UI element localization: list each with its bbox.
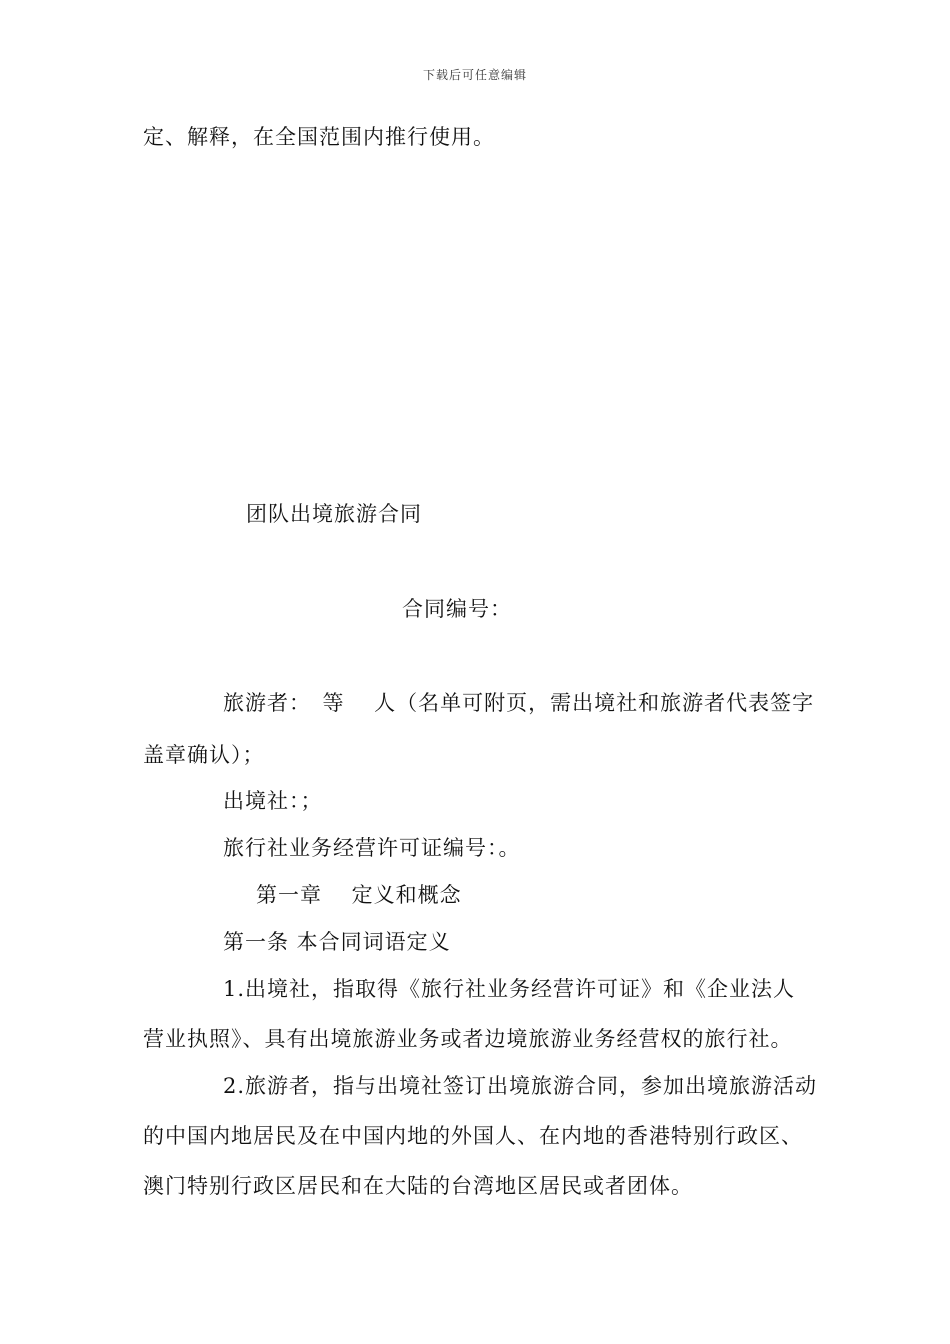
definition-2-line-3: 澳门特别行政区居民和在大陆的台湾地区居民或者团体。 bbox=[143, 1174, 693, 1198]
contract-number-label: 合同编号： bbox=[402, 597, 512, 621]
definition-1-line-2: 营业执照》、具有出境旅游业务或者边境旅游业务经营权的旅行社。 bbox=[143, 1027, 793, 1051]
definition-2-line-2: 的中国内地居民及在中国内地的外国人、在内地的香港特别行政区、 bbox=[143, 1124, 803, 1148]
tourist-clause-line-2: 盖章确认）； bbox=[143, 743, 265, 767]
intro-paragraph-tail: 定、解释，在全国范围内推行使用。 bbox=[143, 125, 495, 149]
document-title: 团队出境旅游合同 bbox=[246, 502, 422, 526]
definition-2-line-1: 2.旅游者，指与出境社签订出境旅游合同，参加出境旅游活动 bbox=[223, 1074, 818, 1098]
license-number-clause: 旅行社业务经营许可证编号：。 bbox=[223, 836, 521, 860]
agency-clause: 出境社：； bbox=[223, 789, 323, 813]
page-header-note: 下载后可任意编辑 bbox=[422, 68, 527, 82]
tourist-clause-line-1: 旅游者： 等 人（名单可附页，需出境社和旅游者代表签字 bbox=[223, 691, 815, 715]
article-heading: 第一条 本合同词语定义 bbox=[223, 930, 451, 954]
definition-1-line-1: 1.出境社，指取得《旅行社业务经营许可证》和《企业法人 bbox=[223, 977, 796, 1001]
chapter-heading: 第一章 定义和概念 bbox=[256, 883, 462, 907]
